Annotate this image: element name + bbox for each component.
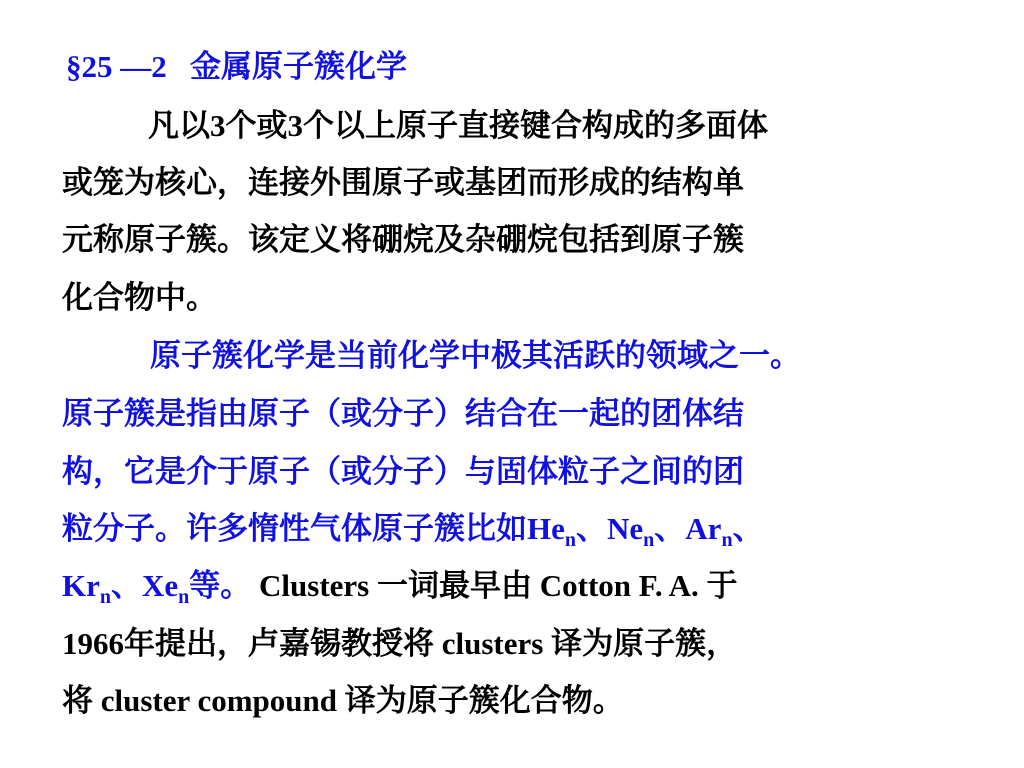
separator: 、	[654, 511, 686, 546]
paragraph2-line-3: 构，它是介于原子（或分子）与固体粒子之间的团	[62, 454, 744, 489]
section-heading: 金属原子簇化学	[190, 49, 407, 84]
paragraph2-line-6: 1966年提出，卢嘉锡教授将 clusters 译为原子簇，	[62, 626, 738, 661]
separator: 、	[576, 511, 607, 546]
paragraph2-line-4-text: 粒分子。许多惰性气体原子簇比如	[62, 511, 527, 546]
clusters-origin-text: Clusters 一词最早由 Cotton F. A. 于	[251, 568, 738, 603]
separator: 、	[111, 568, 142, 603]
paragraph2-line-5	[62, 566, 738, 606]
formula-ar: $Ar_n$	[685, 511, 733, 551]
paragraph2-line-7: 将 cluster compound 译为原子簇化合物。	[62, 683, 624, 718]
separator: 、	[732, 511, 764, 546]
formula-xe: $Xe_n$	[142, 568, 190, 608]
section-title	[66, 47, 407, 87]
paragraph1-line-4: 化合物中。	[62, 280, 217, 315]
separator: 等。	[189, 568, 252, 603]
paragraph1-line-1: 凡以3个或3个以上原子直接键合构成的多面体	[148, 108, 768, 143]
formula-ne: $Ne_n$	[607, 511, 655, 551]
paragraph1-line-2: 或笼为核心，连接外围原子或基团而形成的结构单	[62, 165, 744, 200]
section-number: §25 —2	[66, 49, 167, 84]
paragraph2-line-4	[62, 509, 764, 549]
paragraph2-line-2: 原子簇是指由原子（或分子）结合在一起的团体结	[62, 396, 744, 431]
formula-he: $He_n$	[527, 511, 576, 551]
paragraph2-line-1: 原子簇化学是当前化学中极其活跃的领域之一。	[150, 338, 801, 373]
paragraph1-line-3: 元称原子簇。该定义将硼烷及杂硼烷包括到原子簇	[62, 222, 744, 257]
formula-kr: $Kr_n$	[62, 568, 111, 608]
